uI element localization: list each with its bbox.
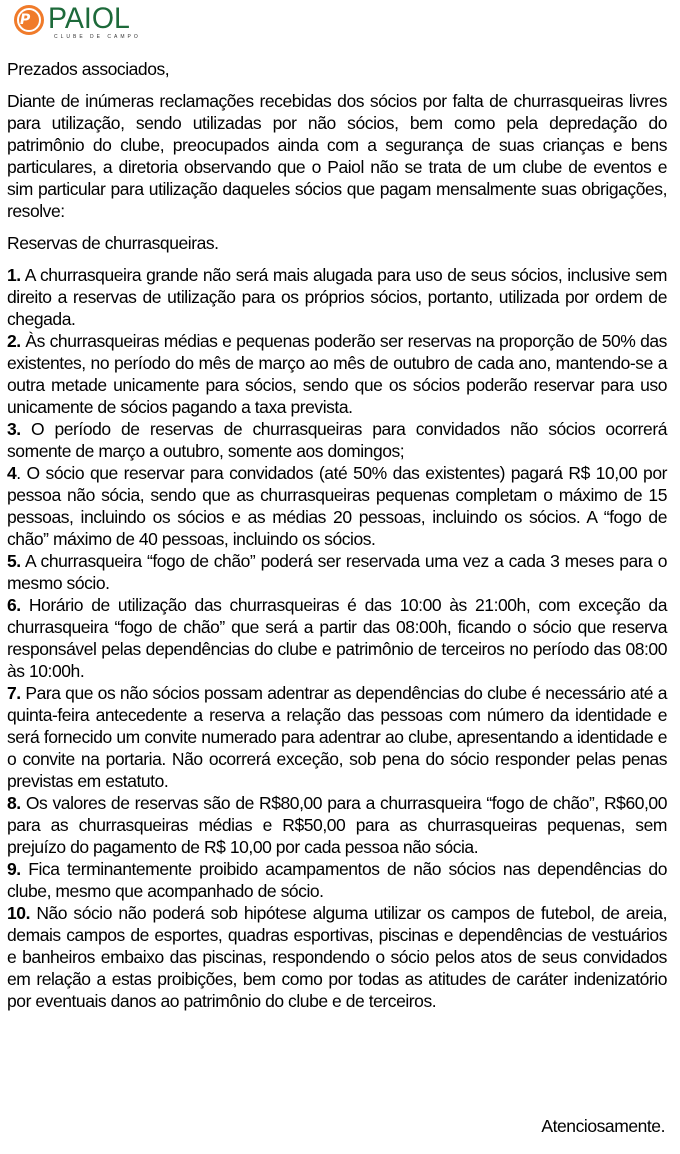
rule-number: 4 bbox=[7, 463, 17, 483]
rules-list bbox=[7, 264, 667, 1012]
emblem-glyph: P bbox=[20, 12, 31, 28]
club-logo bbox=[14, 2, 141, 42]
rule-number: 10. bbox=[7, 903, 30, 923]
rule-text: Horário de utilização das churrasqueiras é das 10:00 às 21:00h, com exceção da churrasqueira “fogo de chão” que será a partir das 08:00h, ficando o sócio que reserva responsável pelas dependências do clube e patrimônio de terceiros no período das 08:00 às 10:00h. bbox=[7, 595, 667, 681]
closing: Atenciosamente. bbox=[541, 1116, 665, 1136]
greeting: Prezados associados, bbox=[7, 59, 170, 79]
logo-name: PAIOL bbox=[48, 1, 130, 35]
rule-item bbox=[7, 682, 667, 792]
rule-item bbox=[7, 594, 667, 682]
rule-number: 9. bbox=[7, 859, 21, 879]
logo-text bbox=[48, 1, 141, 41]
letter-body bbox=[7, 58, 667, 1012]
rule-text: Fica terminantemente proibido acampamentos de não sócios nas dependências do clube, mesmo que acompanhado de sócio. bbox=[7, 859, 667, 901]
logo-subtitle: CLUBE DE CAMPO bbox=[54, 33, 141, 40]
rule-number: 8. bbox=[7, 793, 21, 813]
rule-number: 7. bbox=[7, 683, 21, 703]
rule-item bbox=[7, 462, 667, 550]
rule-text: O período de reservas de churrasqueiras para convidados não sócios ocorrerá somente de março a outubro, somente aos domingos; bbox=[7, 419, 667, 461]
rule-number: 6. bbox=[7, 595, 21, 615]
rule-item bbox=[7, 792, 667, 858]
paiol-emblem-icon bbox=[14, 5, 44, 35]
rule-number: 2. bbox=[7, 331, 21, 351]
intro-paragraph: Diante de inúmeras reclamações recebidas dos sócios por falta de churrasqueiras livres para utilização, sendo utilizadas por não sócios, bem como pela depredação do patrimônio do clube, preocupados ainda com a segurança de suas crianças e bens particulares, a diretoria observando que o Paiol não se trata de um clube de eventos e sim particular para utilização daqueles sócios que pagam mensalmente suas obrigações, resolve: bbox=[7, 91, 667, 221]
rule-text: A churrasqueira “fogo de chão” poderá ser reservada uma vez a cada 3 meses para o mesmo sócio. bbox=[7, 551, 667, 593]
rule-item bbox=[7, 330, 667, 418]
rule-item bbox=[7, 418, 667, 462]
rule-text: Para que os não sócios possam adentrar as dependências do clube é necessário até a quinta-feira antecedente a reserva a relação das pessoas com número da identidade e será fornecido um convite numerado para adentrar ao clube, apresentando a identidade e o convite na portaria. Não ocorrerá exceção, sob pena do sócio responder pelas penas previstas em estatuto. bbox=[7, 683, 667, 791]
rule-item bbox=[7, 902, 667, 1012]
rule-text: Os valores de reservas são de R$80,00 para a churrasqueira “fogo de chão”, R$60,00 para as churrasqueiras médias e R$50,00 para as churrasqueiras pequenas, sem prejuízo do pagamento de R$ 10,00 por cada pessoa não sócia. bbox=[7, 793, 667, 857]
rule-number: 3. bbox=[7, 419, 21, 439]
rule-text: A churrasqueira grande não será mais alugada para uso de seus sócios, inclusive sem direito a reservas de utilização para os próprios sócios, portanto, utilizada por ordem de chegada. bbox=[7, 265, 667, 329]
section-title: Reservas de churrasqueiras. bbox=[7, 233, 219, 253]
rule-item bbox=[7, 858, 667, 902]
rule-text: Às churrasqueiras médias e pequenas poderão ser reservas na proporção de 50% das existentes, no período do mês de março ao mês de outubro de cada ano, mantendo-se a outra metade unicamente para sócios, sendo que os sócios poderão reservar para uso unicamente de sócios pagando a taxa prevista. bbox=[7, 331, 667, 417]
rule-item bbox=[7, 550, 667, 594]
rule-text: Não sócio não poderá sob hipótese alguma utilizar os campos de futebol, de areia, demais campos de esportes, quadras esportivas, piscinas e dependências de vestuários e banheiros embaixo das piscinas, respondendo o sócio pelos atos de seus convidados em relação a estas proibições, bem como por todas as atitudes de caráter indenizatório por eventuais danos ao patrimônio do clube e de terceiros. bbox=[7, 903, 667, 1011]
rule-item bbox=[7, 264, 667, 330]
rule-number: 1. bbox=[7, 265, 21, 285]
rule-text: . O sócio que reservar para convidados (até 50% das existentes) pagará R$ 10,00 por pessoa não sócia, sendo que as churrasqueiras pequenas completam o máximo de 15 pessoas, incluindo os sócios e as médias 20 pessoas, incluindo os sócios. A “fogo de chão” máximo de 40 pessoas, incluindo os sócios. bbox=[7, 463, 667, 549]
rule-number: 5. bbox=[7, 551, 21, 571]
